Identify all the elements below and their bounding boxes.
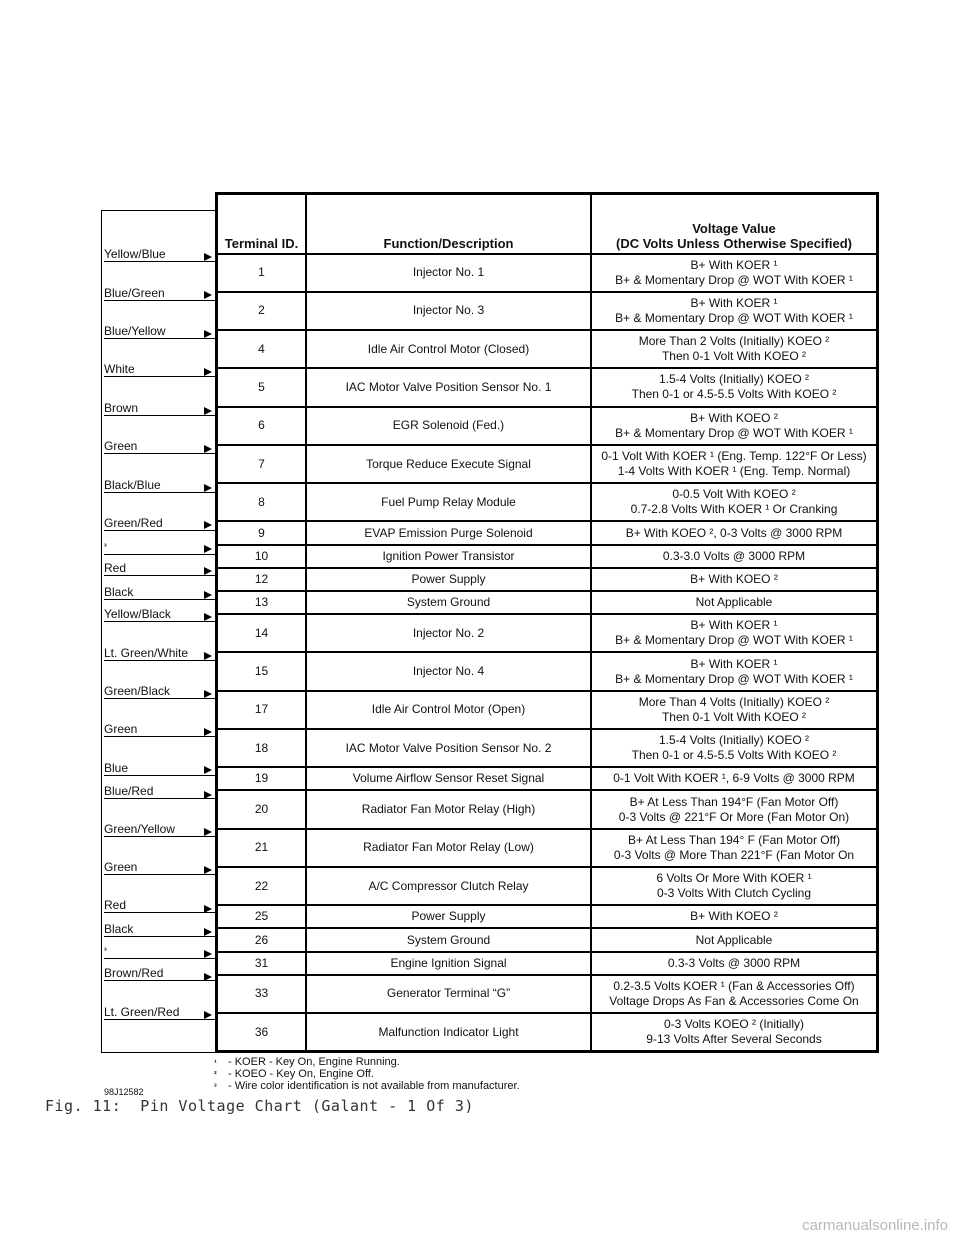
voltage-cell: 0.2-3.5 Volts KOER ¹ (Fan & Accessories Off) Voltage Drops As Fan & Accessories Come On: [591, 975, 878, 1013]
pin-arrow-icon: [204, 652, 212, 660]
terminal-id-cell: 1: [217, 254, 307, 292]
function-cell: Injector No. 2: [306, 614, 591, 652]
wire-label: Green: [104, 859, 216, 875]
function-cell: Injector No. 3: [306, 292, 591, 330]
terminal-id-cell: 22: [217, 867, 307, 905]
pin-arrow-icon: [204, 1011, 212, 1019]
pin-arrow-icon: [204, 728, 212, 736]
voltage-cell: B+ With KOER ¹ B+ & Momentary Drop @ WOT With KOER ¹: [591, 614, 878, 652]
table-row: [217, 330, 878, 368]
wire-label: Green: [104, 438, 216, 454]
function-cell: Injector No. 1: [306, 254, 591, 292]
wire-label: Green/Black: [104, 683, 216, 699]
wire-label: Red: [104, 560, 216, 576]
terminal-id-cell: 20: [217, 790, 307, 828]
function-cell: Fuel Pump Relay Module: [306, 483, 591, 521]
wire-label: Brown/Red: [104, 965, 216, 981]
pin-arrow-icon: [204, 950, 212, 958]
table-row: [217, 445, 878, 483]
pin-arrow-icon: [204, 291, 212, 299]
wire-label: Lt. Green/White: [104, 645, 216, 661]
table-body: [217, 254, 878, 1052]
function-cell: Injector No. 4: [306, 652, 591, 690]
footnote-3: ³ - Wire color identification is not available from manufacturer.: [214, 1080, 520, 1092]
wire-label: ³: [104, 943, 216, 959]
pin-arrow-icon: [204, 567, 212, 575]
pin-arrow-icon: [204, 484, 212, 492]
terminal-id-cell: 31: [217, 952, 307, 975]
terminal-id-cell: 6: [217, 407, 307, 445]
terminal-id-cell: 13: [217, 591, 307, 614]
voltage-cell: B+ With KOER ¹ B+ & Momentary Drop @ WOT With KOER ¹: [591, 652, 878, 690]
function-cell: Power Supply: [306, 568, 591, 591]
voltage-cell: B+ At Less Than 194°F (Fan Motor Off) 0-3 Volts @ 221°F Or More (Fan Motor On): [591, 790, 878, 828]
terminal-id-cell: 26: [217, 928, 307, 951]
function-cell: A/C Compressor Clutch Relay: [306, 867, 591, 905]
table-row: [217, 483, 878, 521]
wire-label: Black: [104, 921, 216, 937]
table-row: [217, 568, 878, 591]
table-row: [217, 407, 878, 445]
terminal-id-cell: 25: [217, 905, 307, 928]
wire-label: Blue/Red: [104, 783, 216, 799]
header-terminal-id: Terminal ID.: [217, 194, 307, 254]
pin-arrow-icon: [204, 791, 212, 799]
wire-label: Yellow/Blue: [104, 246, 216, 262]
terminal-id-cell: 8: [217, 483, 307, 521]
table-header-row: [217, 194, 878, 254]
footnote-1: ¹ - KOER - Key On, Engine Running.: [214, 1056, 400, 1068]
pin-voltage-table: [215, 192, 879, 1053]
header-function: Function/Description: [306, 194, 591, 254]
terminal-id-cell: 4: [217, 330, 307, 368]
voltage-cell: 1.5-4 Volts (Initially) KOEO ² Then 0-1 or 4.5-5.5 Volts With KOEO ²: [591, 368, 878, 406]
wire-label: ³: [104, 539, 216, 555]
pin-arrow-icon: [204, 368, 212, 376]
voltage-cell: More Than 4 Volts (Initially) KOEO ² Then 0-1 Volt With KOEO ²: [591, 691, 878, 729]
pin-arrow-icon: [204, 545, 212, 553]
terminal-id-cell: 36: [217, 1013, 307, 1051]
table-row: [217, 652, 878, 690]
terminal-id-cell: 33: [217, 975, 307, 1013]
function-cell: Generator Terminal “G”: [306, 975, 591, 1013]
pin-arrow-icon: [204, 973, 212, 981]
table-row: [217, 790, 878, 828]
watermark: carmanualsonline.info: [802, 1217, 948, 1234]
function-cell: Radiator Fan Motor Relay (High): [306, 790, 591, 828]
function-cell: Torque Reduce Execute Signal: [306, 445, 591, 483]
function-cell: EGR Solenoid (Fed.): [306, 407, 591, 445]
voltage-cell: B+ With KOER ¹ B+ & Momentary Drop @ WOT With KOER ¹: [591, 254, 878, 292]
terminal-id-cell: 17: [217, 691, 307, 729]
terminal-id-cell: 15: [217, 652, 307, 690]
voltage-cell: B+ With KOEO ², 0-3 Volts @ 3000 RPM: [591, 521, 878, 544]
terminal-id-cell: 7: [217, 445, 307, 483]
function-cell: Radiator Fan Motor Relay (Low): [306, 829, 591, 867]
function-cell: System Ground: [306, 591, 591, 614]
pin-arrow-icon: [204, 766, 212, 774]
table-row: [217, 1013, 878, 1051]
voltage-cell: 1.5-4 Volts (Initially) KOEO ² Then 0-1 or 4.5-5.5 Volts With KOEO ²: [591, 729, 878, 767]
voltage-cell: 0-3 Volts KOEO ² (Initially) 9-13 Volts After Several Seconds: [591, 1013, 878, 1051]
wire-label: Green: [104, 721, 216, 737]
pin-arrow-icon: [204, 928, 212, 936]
pin-arrow-icon: [204, 828, 212, 836]
footnote-2: ² - KOEO - Key On, Engine Off.: [214, 1068, 374, 1080]
voltage-cell: 0.3-3.0 Volts @ 3000 RPM: [591, 545, 878, 568]
voltage-cell: Not Applicable: [591, 928, 878, 951]
table-row: [217, 829, 878, 867]
wire-label: Blue/Green: [104, 285, 216, 301]
pin-arrow-icon: [204, 407, 212, 415]
wire-label: Yellow/Black: [104, 606, 216, 622]
voltage-cell: 0-1 Volt With KOER ¹ (Eng. Temp. 122°F Or Less) 1-4 Volts With KOER ¹ (Eng. Temp. Normal): [591, 445, 878, 483]
wire-label: Blue/Yellow: [104, 323, 216, 339]
function-cell: IAC Motor Valve Position Sensor No. 1: [306, 368, 591, 406]
table-row: [217, 767, 878, 790]
terminal-id-cell: 14: [217, 614, 307, 652]
pin-arrow-icon: [204, 905, 212, 913]
table-row: [217, 368, 878, 406]
table-row: [217, 254, 878, 292]
table-row: [217, 905, 878, 928]
pin-arrow-icon: [204, 866, 212, 874]
pin-arrow-icon: [204, 521, 212, 529]
voltage-cell: B+ With KOEO ²: [591, 568, 878, 591]
function-cell: Engine Ignition Signal: [306, 952, 591, 975]
function-cell: Power Supply: [306, 905, 591, 928]
table-row: [217, 928, 878, 951]
voltage-cell: 0-1 Volt With KOER ¹, 6-9 Volts @ 3000 RPM: [591, 767, 878, 790]
table-row: [217, 545, 878, 568]
pin-arrow-icon: [204, 613, 212, 621]
table-row: [217, 614, 878, 652]
function-cell: IAC Motor Valve Position Sensor No. 2: [306, 729, 591, 767]
function-cell: Malfunction Indicator Light: [306, 1013, 591, 1051]
voltage-cell: Not Applicable: [591, 591, 878, 614]
wire-label: Black: [104, 584, 216, 600]
wire-label: Blue: [104, 760, 216, 776]
function-cell: Idle Air Control Motor (Closed): [306, 330, 591, 368]
pin-arrow-icon: [204, 330, 212, 338]
voltage-cell: 0-0.5 Volt With KOEO ² 0.7-2.8 Volts With KOER ¹ Or Cranking: [591, 483, 878, 521]
table-row: [217, 521, 878, 544]
terminal-id-cell: 10: [217, 545, 307, 568]
table-row: [217, 292, 878, 330]
terminal-id-cell: 9: [217, 521, 307, 544]
pin-arrow-icon: [204, 591, 212, 599]
voltage-cell: 6 Volts Or More With KOER ¹ 0-3 Volts With Clutch Cycling: [591, 867, 878, 905]
wire-label: Green/Red: [104, 515, 216, 531]
pin-arrow-icon: [204, 690, 212, 698]
table-row: [217, 952, 878, 975]
table-row: [217, 867, 878, 905]
wire-label: Black/Blue: [104, 477, 216, 493]
pin-arrow-icon: [204, 445, 212, 453]
function-cell: System Ground: [306, 928, 591, 951]
voltage-cell: B+ With KOEO ² B+ & Momentary Drop @ WOT With KOER ¹: [591, 407, 878, 445]
table-row: [217, 729, 878, 767]
voltage-cell: B+ With KOEO ²: [591, 905, 878, 928]
wire-label: Brown: [104, 400, 216, 416]
terminal-id-cell: 12: [217, 568, 307, 591]
terminal-id-cell: 19: [217, 767, 307, 790]
wire-label: Green/Yellow: [104, 821, 216, 837]
wire-label: White: [104, 361, 216, 377]
terminal-id-cell: 18: [217, 729, 307, 767]
pin-arrow-icon: [204, 253, 212, 261]
figure-code: 98J12582: [104, 1087, 144, 1097]
function-cell: Ignition Power Transistor: [306, 545, 591, 568]
voltage-cell: 0.3-3 Volts @ 3000 RPM: [591, 952, 878, 975]
voltage-cell: More Than 2 Volts (Initially) KOEO ² Then 0-1 Volt With KOEO ²: [591, 330, 878, 368]
wire-label: Lt. Green/Red: [104, 1004, 216, 1020]
figure-caption: Fig. 11: Pin Voltage Chart (Galant - 1 Of 3): [45, 1097, 474, 1115]
function-cell: EVAP Emission Purge Solenoid: [306, 521, 591, 544]
function-cell: Idle Air Control Motor (Open): [306, 691, 591, 729]
header-voltage: Voltage Value (DC Volts Unless Otherwise Specified): [591, 194, 878, 254]
table-row: [217, 591, 878, 614]
voltage-cell: B+ With KOER ¹ B+ & Momentary Drop @ WOT With KOER ¹: [591, 292, 878, 330]
voltage-cell: B+ At Less Than 194° F (Fan Motor Off) 0-3 Volts @ More Than 221°F (Fan Motor On: [591, 829, 878, 867]
table-row: [217, 691, 878, 729]
terminal-id-cell: 21: [217, 829, 307, 867]
terminal-id-cell: 2: [217, 292, 307, 330]
terminal-id-cell: 5: [217, 368, 307, 406]
wire-label: Red: [104, 897, 216, 913]
function-cell: Volume Airflow Sensor Reset Signal: [306, 767, 591, 790]
table-row: [217, 975, 878, 1013]
